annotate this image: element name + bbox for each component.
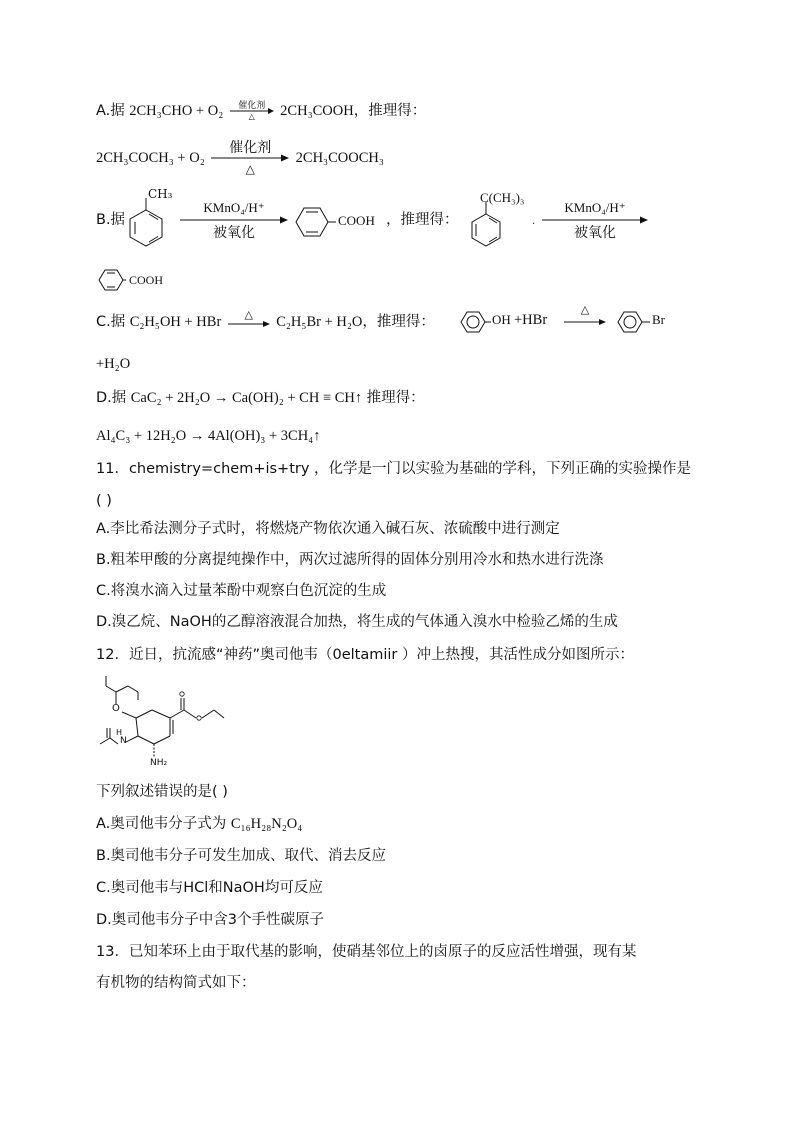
q11-option-b: B.粗苯甲酸的分离提纯操作中，两次过滤所得的固体分别用冷水和热水进行洗涤 <box>96 552 604 568</box>
option-a-eq1-catalyst: 催化剂 <box>238 101 266 111</box>
q12-option-a-formula: C₁₆H₂₈N₂O₄ <box>230 816 303 832</box>
amine-label: NH₂ <box>150 758 168 768</box>
option-c-infer: ，推理得： <box>362 314 435 330</box>
tert-butyl-label: C(CH₃)₃ <box>480 190 525 205</box>
option-c-hbr: +HBr <box>514 312 548 328</box>
option-a-eq2-heat: △ <box>245 162 255 176</box>
benzene-ring-icon <box>458 308 492 336</box>
option-c-line <box>96 310 435 338</box>
q13-stem-line1: 13．已知苯环上由于取代基的影响，使硝基邻位上的卤原子的反应活性增强，现有某 <box>96 944 637 960</box>
option-b-reagent2: KMnO₄/H⁺ <box>564 200 626 215</box>
option-a-infer: ，推理得： <box>353 103 427 119</box>
option-c-water: +H₂O <box>96 356 131 372</box>
ether-oxygen-label: O <box>112 703 120 714</box>
option-a-prefix: A.据 <box>96 103 125 119</box>
option-d-infer: 推理得： <box>366 390 425 406</box>
q12-ask: 下列叙述错误的是( ) <box>96 784 228 800</box>
q11-option-d: D.溴乙烷、NaOH的乙醇溶液混合加热，将生成的气体通入溴水中检验乙烯的生成 <box>96 614 618 630</box>
phenol-oh: OH <box>492 312 511 327</box>
q12-option-a <box>96 814 302 834</box>
option-a-eq2-left: 2CH₃COCH₃ + O₂ <box>96 150 205 166</box>
option-a-eq2-arrow <box>209 140 291 176</box>
q11-stem: 11．chemistry=chem+is+try ，化学是一门以实验为基础的学科，下列正确的实验操作是 <box>96 461 692 477</box>
oseltamivir-skeleton-icon <box>96 672 236 772</box>
option-b-arrow1 <box>178 200 290 240</box>
option-b-prefix: B.据 <box>96 212 126 228</box>
option-b-reagent1: KMnO₄/H⁺ <box>203 200 265 215</box>
q12-option-c: C.奥司他韦与HCl和NaOH均可反应 <box>96 880 323 896</box>
toluene-ch3: CH₃ <box>148 187 173 201</box>
option-b-arrow2 <box>540 200 650 240</box>
toluene-structure <box>126 188 178 256</box>
option-a-line2 <box>96 140 384 176</box>
option-d-line1 <box>96 388 425 408</box>
tert-butylbenzene-structure <box>470 188 525 258</box>
oseltamivir-structure <box>96 672 236 772</box>
q12-option-d: D.奥司他韦分子中含3个手性碳原子 <box>96 912 324 928</box>
q11-option-a: A.李比希法测分子式时，将燃烧产物依次通入碱石灰、浓硫酸中进行测定 <box>96 521 560 537</box>
q11-blank: ( ) <box>96 493 112 509</box>
option-b-oxidized1: 被氧化 <box>213 225 255 241</box>
option-c-arrow1 <box>226 310 272 334</box>
option-d-prefix: D.据 <box>96 390 127 406</box>
option-a-eq1-heat: △ <box>248 112 255 121</box>
option-a-eq1-right: 2CH₃COOH <box>280 103 354 119</box>
option-c-heat1: △ <box>244 308 253 321</box>
option-c-eq-left: C₂H₅OH + HBr <box>129 314 222 330</box>
option-a-eq2-catalyst: 催化剂 <box>229 140 272 156</box>
option-b-infer: ，推理得： <box>386 212 459 228</box>
option-a-eq2-right: 2CH₃COOCH₃ <box>295 150 384 166</box>
benzoic-acid-cooh-2: COOH <box>129 273 164 287</box>
option-d-line2 <box>96 426 321 446</box>
bromobenzene-br: Br <box>652 312 665 327</box>
option-a-eq1-left: 2CH₃CHO + O₂ <box>129 103 224 119</box>
option-b-oxidized2: 被氧化 <box>574 225 616 241</box>
option-c-arrow2 <box>562 303 608 332</box>
option-a-eq1-arrow <box>228 98 276 124</box>
q11-option-c: C.将溴水滴入过量苯酚中观察白色沉淀的生成 <box>96 583 387 599</box>
benzoic-acid-structure-2 <box>96 266 164 300</box>
benzoic-acid-structure <box>292 202 375 248</box>
benzoic-acid-cooh: COOH <box>338 213 375 228</box>
benzene-ring-icon <box>96 266 126 294</box>
option-c-eq-right: C₂H₅Br + H₂O <box>276 314 363 330</box>
amide-hydrogen-label: H <box>116 728 123 737</box>
benzene-ring-icon <box>612 308 652 336</box>
q12-stem: 12．近日，抗流感“神药”奥司他韦（0eltamiir ）冲上热搜，其活性成分如图所示： <box>96 647 634 663</box>
option-d-eq: CaC₂ + 2H₂O → Ca(OH)₂ + CH ≡ CH↑ <box>130 390 363 406</box>
option-c-heat2: △ <box>580 303 590 316</box>
option-c-prefix: C.据 <box>96 314 126 330</box>
q12-option-a-text: A.奥司他韦分子式为 <box>96 816 231 832</box>
option-a-line1 <box>96 98 426 124</box>
benzene-ring-icon <box>292 202 336 242</box>
option-d-eq2: Al₄C₃ + 12H₂O → 4Al(OH)₃ + 3CH₄↑ <box>96 428 321 444</box>
q13-stem-line2: 有机物的结构简式如下： <box>96 975 256 991</box>
option-c-eq2 <box>458 303 698 336</box>
option-c-tail <box>96 354 130 374</box>
amide-nitrogen-label: N <box>120 736 127 746</box>
q12-option-b: B.奥司他韦分子可发生加成、取代、消去反应 <box>96 848 387 864</box>
